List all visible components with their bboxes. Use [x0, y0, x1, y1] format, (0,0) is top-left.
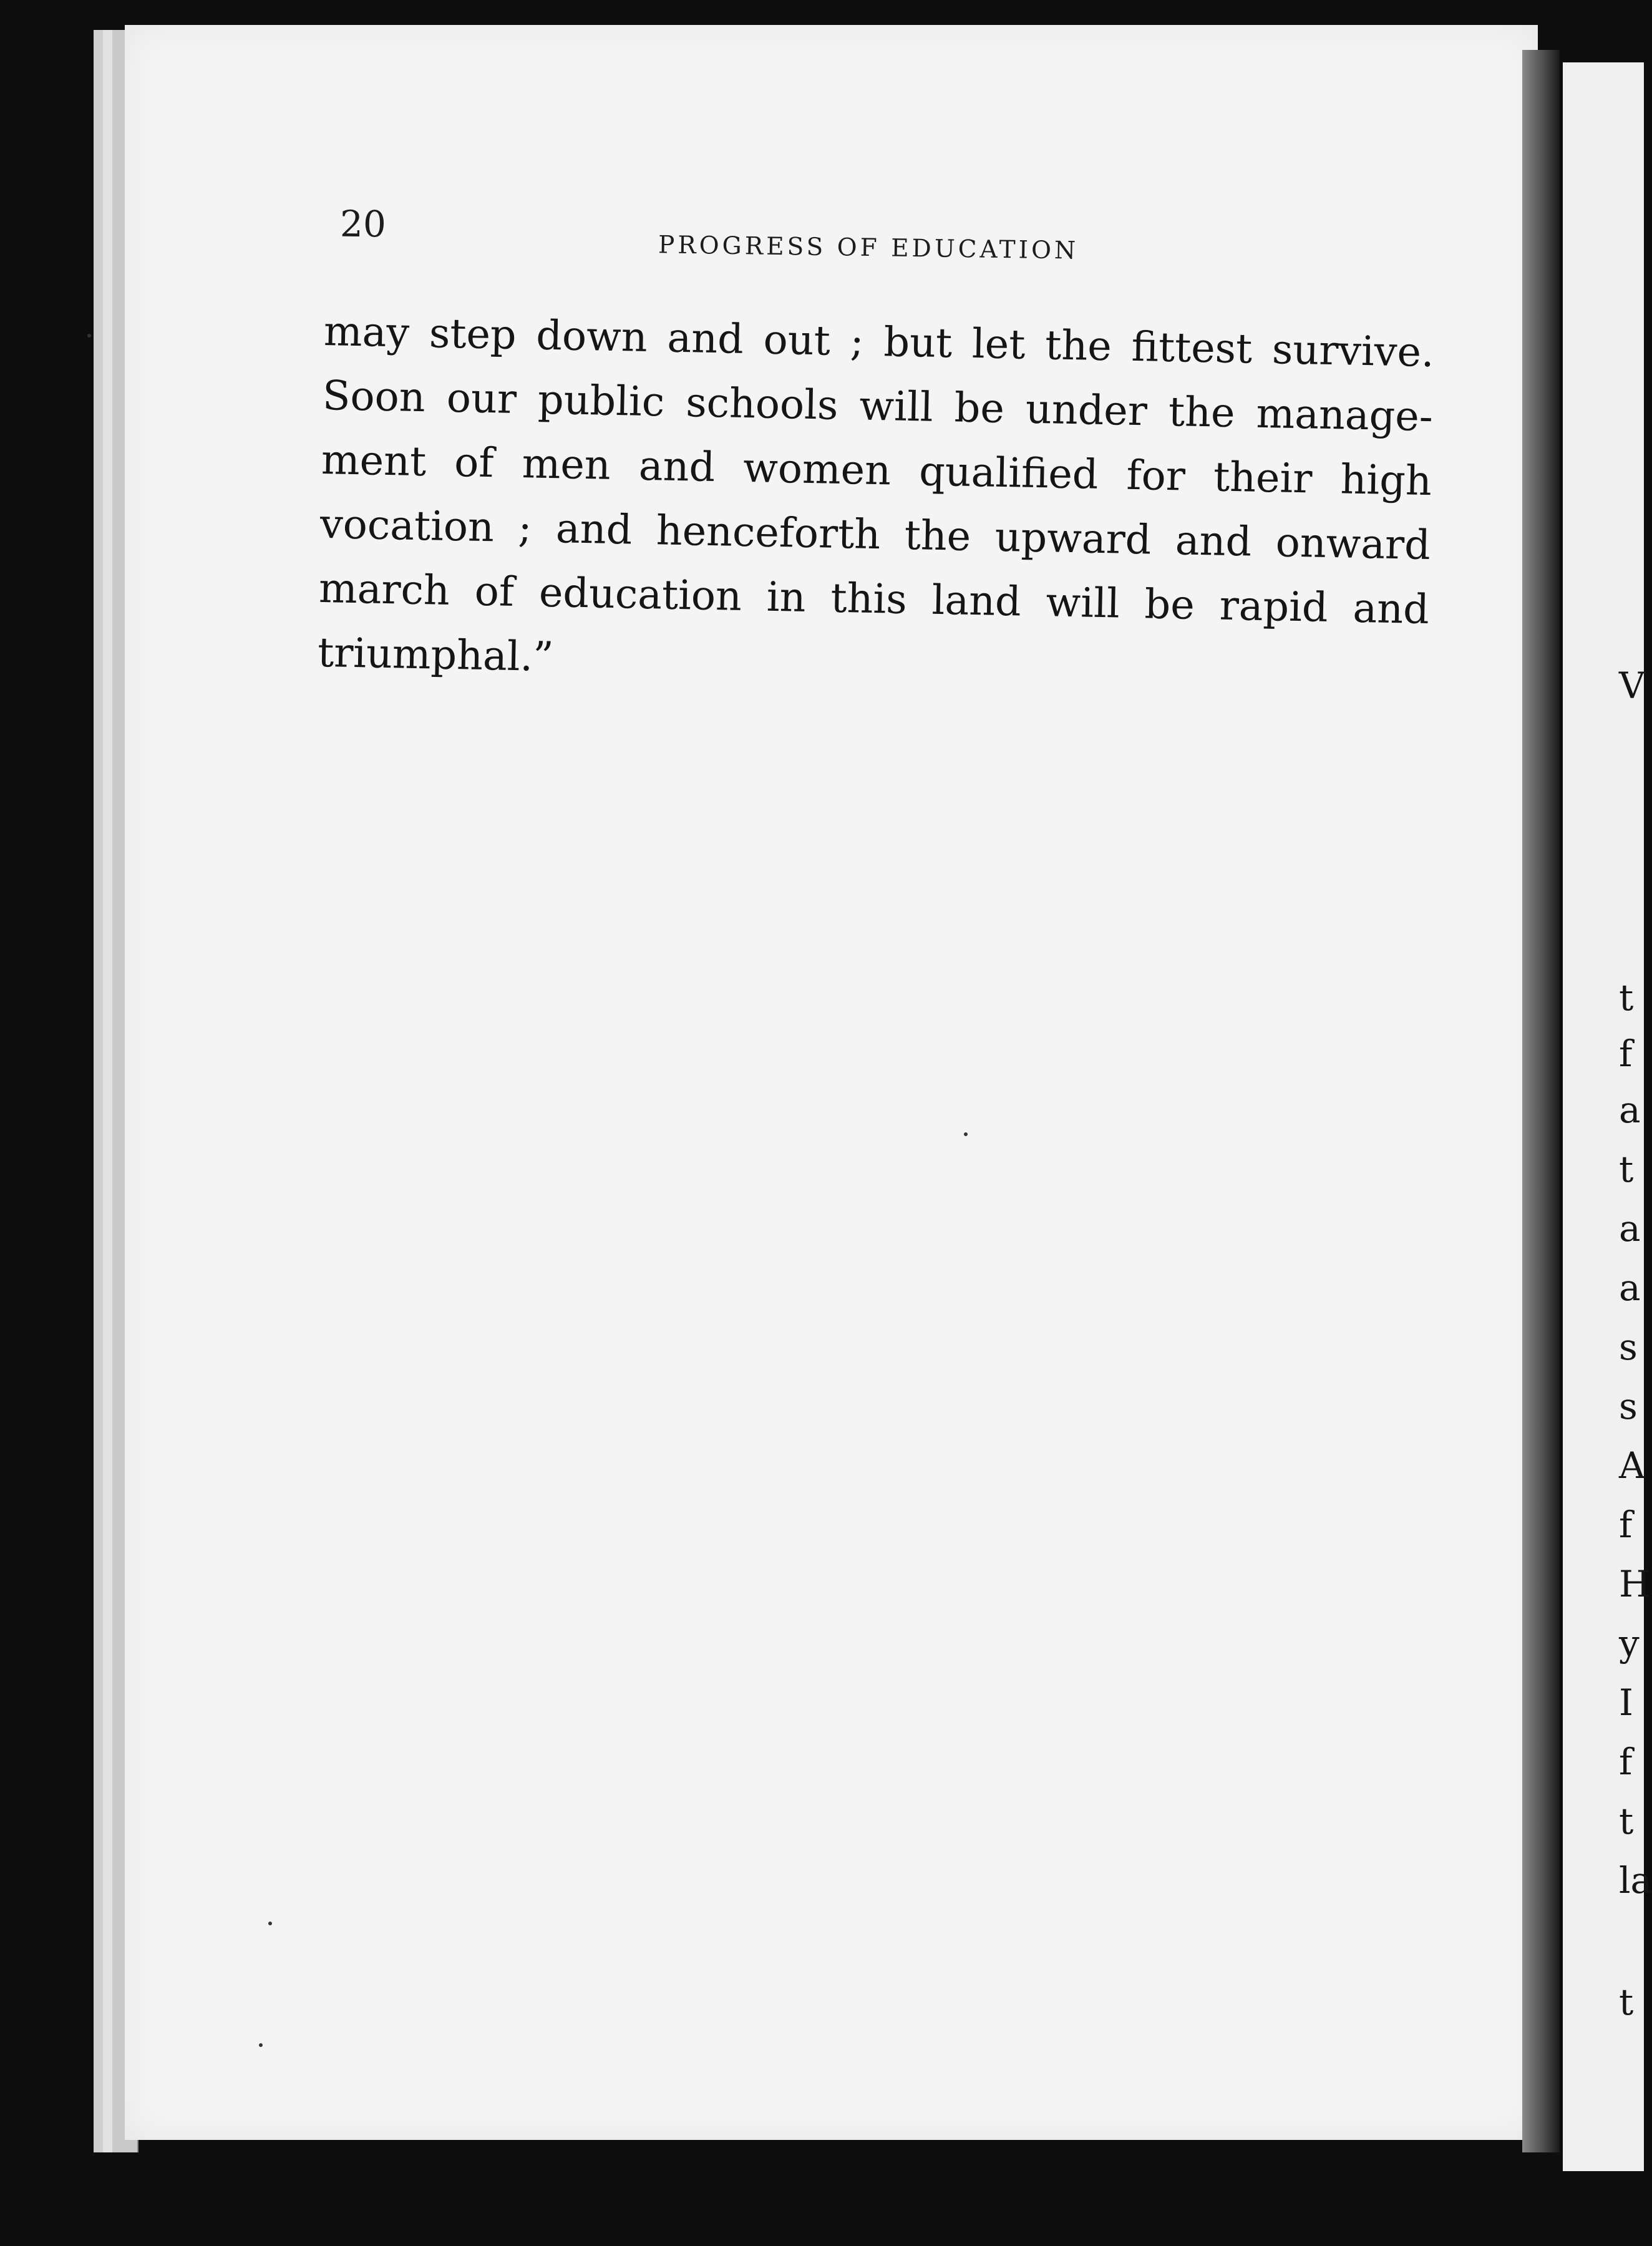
- facing-letter: H: [1619, 1563, 1651, 1605]
- paper-speck: [268, 1922, 272, 1925]
- facing-letter: s: [1619, 1326, 1638, 1368]
- text-line: march of education in this land will be rapid and: [318, 565, 1430, 634]
- facing-letter: y: [1619, 1622, 1640, 1665]
- facing-letter: t: [1619, 1148, 1634, 1190]
- facing-letter: t: [1619, 1800, 1634, 1842]
- body-text: [317, 299, 1435, 706]
- paper-speck: [87, 334, 91, 338]
- facing-letter: s: [1619, 1385, 1638, 1427]
- facing-letter: f: [1619, 1741, 1633, 1783]
- paper-speck: [964, 1132, 968, 1136]
- running-head: PROGRESS OF EDUCATION: [658, 231, 1079, 265]
- facing-letter: I: [1619, 1681, 1633, 1724]
- text-line: Soon our public schools will be under the manage-: [322, 372, 1434, 441]
- facing-letter: A: [1619, 1444, 1645, 1487]
- text-line: triumphal.”: [317, 629, 555, 681]
- facing-letter: a: [1619, 1207, 1641, 1250]
- facing-letter: t: [1619, 1981, 1634, 2023]
- facing-letter: a: [1619, 1089, 1641, 1131]
- facing-letter: f: [1619, 1033, 1633, 1075]
- text-line: ment of men and women qualified for their high: [321, 436, 1432, 505]
- text-line: vocation ; and henceforth the upward and onward: [319, 500, 1431, 570]
- paper-speck: [259, 2043, 263, 2047]
- facing-letter: a: [1619, 1266, 1641, 1309]
- page-number: 20: [339, 202, 387, 246]
- facing-letter: t: [1619, 976, 1634, 1019]
- text-line: may step down and out ; but let the fittest survive.: [323, 308, 1435, 377]
- facing-letter: f: [1619, 1504, 1633, 1546]
- facing-letter: la: [1619, 1859, 1652, 1902]
- facing-letter: V: [1619, 664, 1645, 707]
- facing-page: [1563, 62, 1652, 2171]
- binding-gutter-shadow: [1522, 50, 1560, 2152]
